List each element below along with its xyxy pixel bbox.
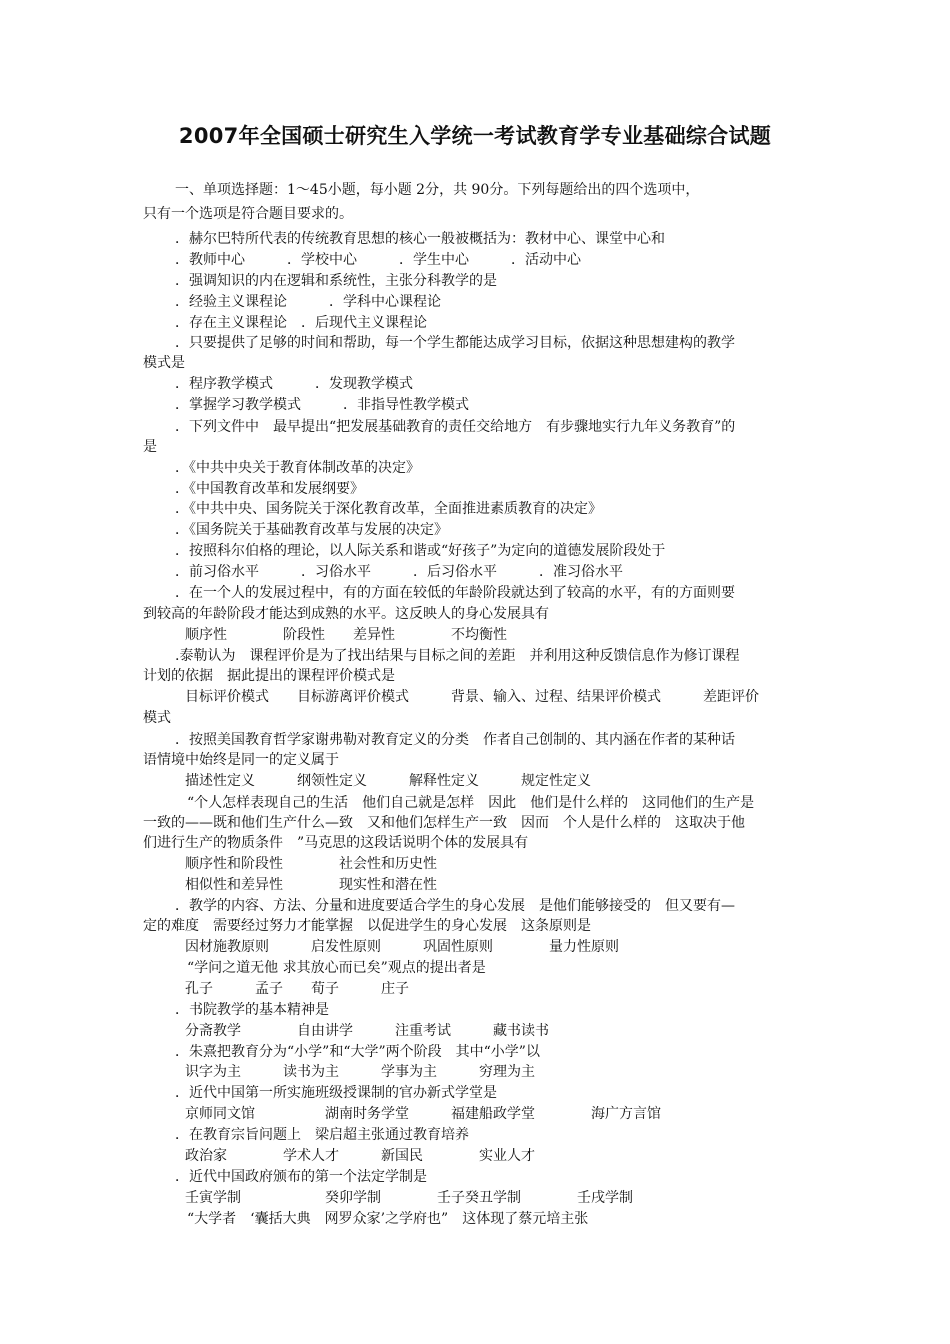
- text-line: ．只要提供了足够的时间和帮助，每一个学生都能达成学习目标，依据这种思想建构的教学: [175, 335, 735, 351]
- text-line: ．前习俗水平 ．习俗水平 ．后习俗水平 ．准习俗水平: [175, 564, 623, 580]
- text-line: ．按照科尔伯格的理论，以人际关系和谐或“好孩子”为定向的道德发展阶段处于: [175, 543, 666, 559]
- text-line: ．近代中国第一所实施班级授课制的官办新式学堂是: [175, 1085, 497, 1101]
- text-line: ．《中共中央关于教育体制改革的决定》: [175, 460, 420, 476]
- text-line: ．赫尔巴特所代表的传统教育思想的核心一般被概括为：教材中心、课堂中心和: [175, 231, 665, 247]
- text-line: 计划的依据 据此提出的课程评价模式是: [143, 668, 395, 684]
- text-line: 一、单项选择题：1～45小题，每小题 2分，共 90分。下列每题给出的四个选项中，: [175, 182, 700, 198]
- text-line: 分斋教学 自由讲学 注重考试 藏书读书: [185, 1023, 549, 1039]
- text-line: 孔子 孟子 荀子 庄子: [185, 981, 409, 997]
- text-line: 只有一个选项是符合题目要求的。: [143, 206, 353, 222]
- text-line: 模式是: [143, 355, 185, 371]
- text-line: 语情境中始终是同一的定义属于: [143, 752, 339, 768]
- text-line: ．程序教学模式 ．发现教学模式: [175, 376, 413, 392]
- text-line: ．强调知识的内在逻辑和系统性，主张分科教学的是: [175, 273, 497, 289]
- text-line: 因材施教原则 启发性原则 巩固性原则 量力性原则: [185, 939, 619, 955]
- text-line: ．《中共中央、国务院关于深化教育改革，全面推进素质教育的决定》: [175, 501, 602, 517]
- text-line: ．教学的内容、方法、分量和进度要适合学生的身心发展 是他们能够接受的 但又要有—: [175, 898, 735, 914]
- document-title: 2007年全国硕士研究生入学统一考试教育学专业基础综合试题: [178, 124, 772, 148]
- text-line: ．掌握学习教学模式 ．非指导性教学模式: [175, 397, 469, 413]
- text-line: ．在一个人的发展过程中，有的方面在较低的年龄阶段就达到了较高的水平，有的方面则要: [175, 585, 735, 601]
- text-line: ．经验主义课程论 ．学科中心课程论: [175, 294, 441, 310]
- text-line: 们进行生产的物质条件 ”马克思的这段话说明个体的发展具有: [143, 835, 529, 851]
- text-line: 定的难度 需要经过努力才能掌握 以促进学生的身心发展 这条原则是: [143, 918, 591, 934]
- text-line: “个人怎样表现自己的生活 他们自己就是怎样 因此 他们是什么样的 这同他们的生产是: [187, 795, 755, 811]
- text-line: 京师同文馆 湖南时务学堂 福建船政学堂 海广方言馆: [185, 1106, 661, 1122]
- text-line: “学问之道无他 求其放心而已矣”观点的提出者是: [187, 960, 486, 976]
- text-line: ．《中国教育改革和发展纲要》: [175, 481, 364, 497]
- text-line: ．朱熹把教育分为“小学”和“大学”两个阶段 其中“小学”以: [175, 1044, 540, 1060]
- text-line: 壬寅学制 癸卯学制 壬子癸丑学制 壬戌学制: [185, 1190, 633, 1206]
- text-line: 识字为主 读书为主 学事为主 穷理为主: [185, 1064, 535, 1080]
- text-line: ．存在主义课程论 ．后现代主义课程论: [175, 315, 427, 331]
- text-line: ．教师中心 ．学校中心 ．学生中心 ．活动中心: [175, 252, 581, 268]
- text-line: ．在教育宗旨问题上 梁启超主张通过教育培养: [175, 1127, 469, 1143]
- text-line: 到较高的年龄阶段才能达到成熟的水平。这反映人的身心发展具有: [143, 606, 549, 622]
- text-line: 目标评价模式 目标游离评价模式 背景、输入、过程、结果评价模式 差距评价: [185, 689, 759, 705]
- text-line: ．按照美国教育哲学家谢弗勒对教育定义的分类 作者自己创制的、其内涵在作者的某种话: [175, 732, 735, 748]
- text-line: .泰勒认为 课程评价是为了找出结果与目标之间的差距 并利用这种反馈信息作为修订课程: [175, 648, 740, 664]
- text-line: 政治家 学术人才 新国民 实业人才: [185, 1148, 535, 1164]
- text-line: 顺序性 阶段性 差异性 不均衡性: [185, 627, 507, 643]
- text-line: 相似性和差异性 现实性和潜在性: [185, 877, 437, 893]
- text-line: ．近代中国政府颁布的第一个法定学制是: [175, 1169, 427, 1185]
- text-line: “大学者 ‘囊括大典 网罗众家’之学府也” 这体现了蔡元培主张: [187, 1211, 589, 1227]
- text-line: 模式: [143, 710, 171, 726]
- text-line: ．《国务院关于基础教育改革与发展的决定》: [175, 522, 448, 538]
- text-line: 描述性定义 纲领性定义 解释性定义 规定性定义: [185, 773, 591, 789]
- text-line: 是: [143, 439, 157, 455]
- text-line: 顺序性和阶段性 社会性和历史性: [185, 856, 437, 872]
- text-line: ．下列文件中 最早提出“把发展基础教育的责任交给地方 有步骤地实行九年义务教育”的: [175, 419, 736, 435]
- text-line: ．书院教学的基本精神是: [175, 1002, 329, 1018]
- text-line: 一致的——既和他们生产什么—致 又和他们怎样生产一致 因而 个人是什么样的 这取决于他: [143, 815, 745, 831]
